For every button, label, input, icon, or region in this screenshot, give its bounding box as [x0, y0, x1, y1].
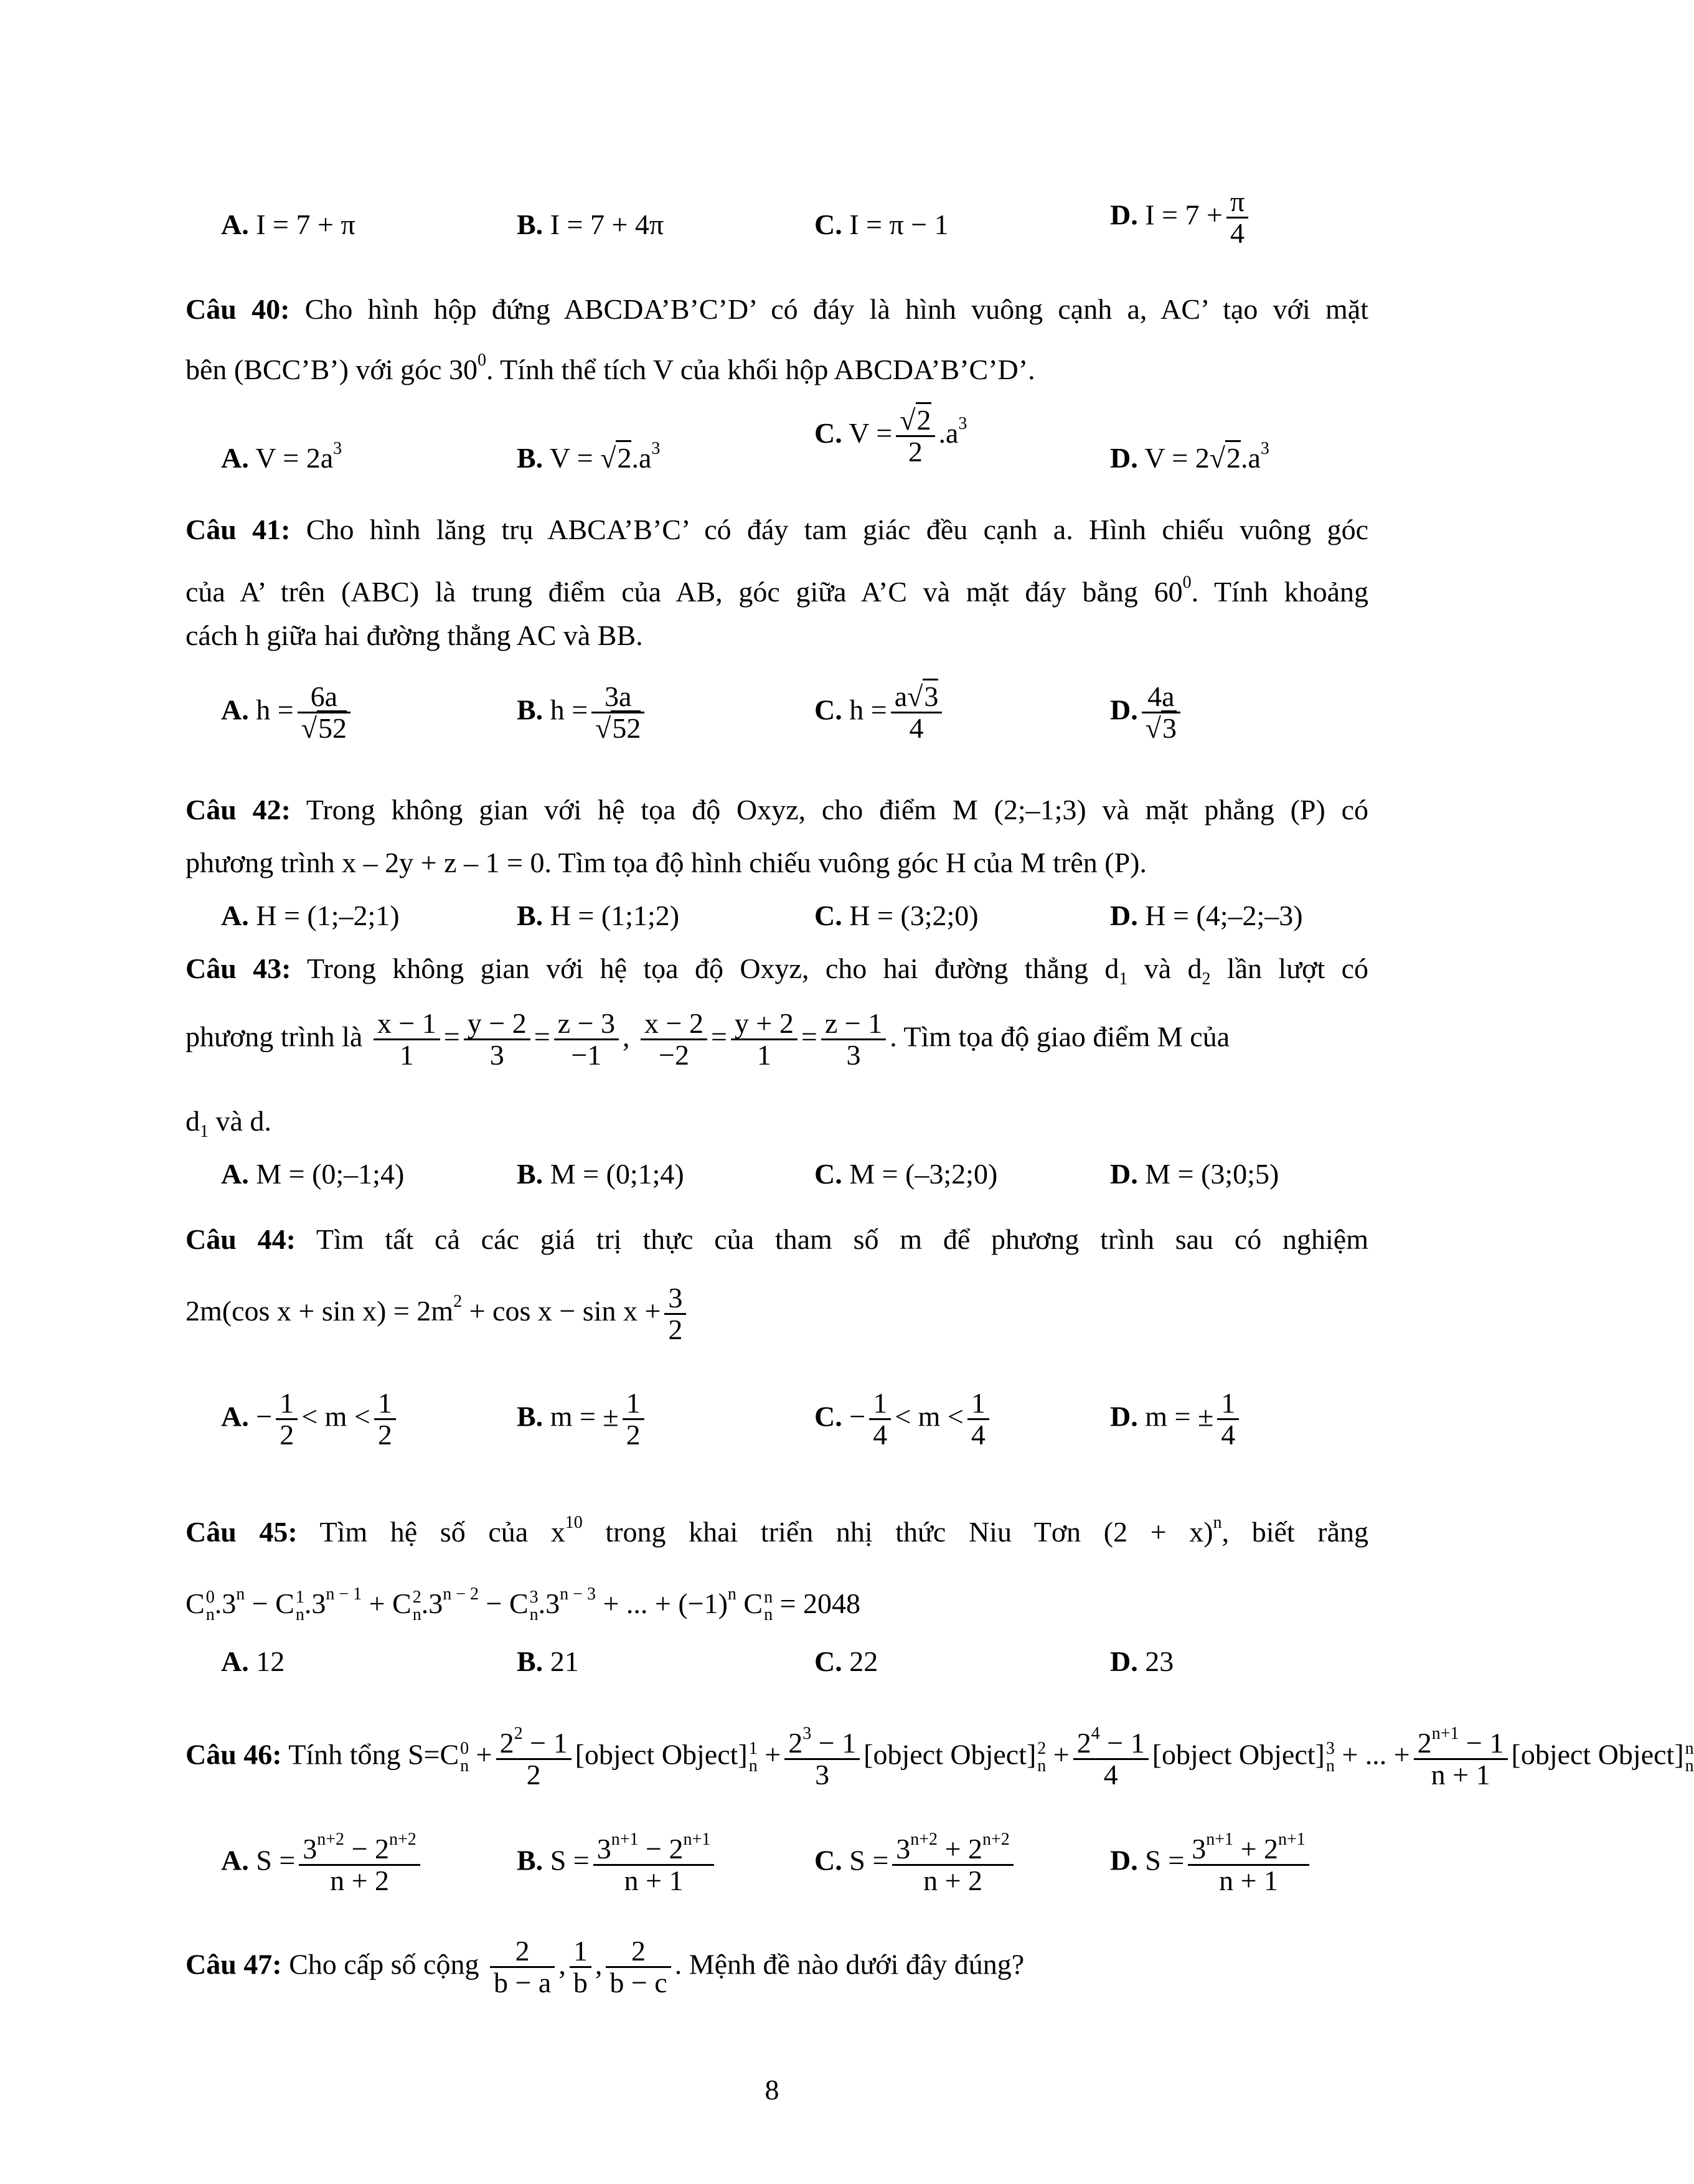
q39-option-b: B. I = 7 + 4π	[517, 209, 664, 240]
q40-option-d: D. $V = 2√2.a^3$	[1110, 439, 1269, 474]
q43-option-b: B. M = (0;1;4)	[517, 1158, 684, 1190]
q42-stem-line2: phương trình x – 2y + z – 1 = 0. Tìm tọa độ hình chiếu vuông góc H của M trên (P).	[186, 847, 1147, 878]
q41-option-b: B. h = $\frac{3a}{√52}$	[517, 682, 648, 744]
q40-option-c: C. V = $\frac{√2}{2}$ $.a^3$	[814, 405, 967, 467]
q45-option-c: C. 22	[814, 1645, 878, 1677]
q40-stem-line2: bên (BCC’B’) với góc $30^0$. Tính thể tích V của khối hộp ABCDA’B’C’D’.	[186, 351, 1035, 385]
q39-option-a: A. I = 7 + π	[221, 209, 355, 240]
q45-option-a: A. 12	[221, 1645, 285, 1677]
q46-option-b: B. S = $\frac{3^{n+1} - 2^{n+1}}{n + 1}$	[517, 1830, 718, 1896]
q40-option-b: B. $V = √2.a^3$	[517, 439, 661, 474]
q46-option-c: C. S = $\frac{3^{n+2} + 2^{n+2}}{n + 2}$	[814, 1830, 1017, 1896]
q43-option-c: C. M = (–3;2;0)	[814, 1158, 998, 1190]
q42-option-b: B. H = (1;1;2)	[517, 900, 680, 931]
q43-stem-line1: Câu 43: Trong không gian với hệ tọa độ Oxyz, cho hai đường thẳng $d_1$ và $d_2$ lần lượt có	[186, 953, 1369, 989]
q42-option-a: A. H = (1;–2;1)	[221, 900, 400, 931]
q46-stem: Câu 46: Tính tổng S=C 0 n + $\frac{2^2 - 1}{2}$ [object Object] 1 n + $\frac{2^3 - 1}{3}$ [object Object] 2 n + $\frac{2^4 - 1}{4}$ [object Object] 3 n + ... + $\frac{2^{n+1} - 1}{n + 1}$ [object Object] n n	[186, 1724, 1694, 1791]
q47-stem: Câu 47: Cho cấp số cộng $\frac{2}{b - a}$ , $\frac{1}{b}$ , $\frac{2}{b - c}$ . Mệnh đề nào dưới đây đúng?	[186, 1935, 1025, 1999]
q40-stem-line1: Câu 40: Cho hình hộp đứng ABCDA’B’C’D’ có đáy là hình vuông cạnh a, AC’ tạo với mặt	[186, 293, 1369, 325]
q39-option-c: C. I = π − 1	[814, 209, 949, 240]
q43-option-d: D. M = (3;0;5)	[1110, 1158, 1279, 1190]
q45-option-b: B. 21	[517, 1645, 579, 1677]
q46-option-d: D. S = $\frac{3^{n+1} + 2^{n+1}}{n + 1}$	[1110, 1830, 1313, 1896]
q41-option-c: C. h = $\frac{a√3}{4}$	[814, 682, 946, 744]
q42-option-d: D. H = (4;–2;–3)	[1110, 900, 1303, 931]
q41-stem-line1: Câu 41: Cho hình lăng trụ ABCA’B’C’ có đáy tam giác đều cạnh a. Hình chiếu vuông góc	[186, 514, 1369, 545]
q43-stem-line2: phương trình là $\frac{x - 1}{1}$ = $\frac{y - 2}{3}$ = $\frac{z - 3}{-1}$ , $\frac{x - 2}{-2}$ = $\frac{y + 2}{1}$ = $\frac{z - 1}{3}$ . Tìm tọa độ giao điểm M của	[186, 1007, 1230, 1071]
q44-option-d: D. m = ± $\frac{1}{4}$	[1110, 1388, 1243, 1451]
q41-stem-line3: cách h giữa hai đường thẳng AC và BB.	[186, 619, 643, 651]
q45-option-d: D. 23	[1110, 1645, 1174, 1677]
q41-option-a: A. h = $\frac{6a}{√52}$	[221, 682, 354, 744]
q40-option-a: A. $V = 2a^3$	[221, 439, 342, 474]
q44-stem-line1: Câu 44: Tìm tất cả các giá trị thực của tham số m để phương trình sau có nghiệm	[186, 1223, 1369, 1255]
q42-option-c: C. H = (3;2;0)	[814, 900, 979, 931]
q41-option-d: D. $\frac{4a}{√3}$	[1110, 682, 1184, 744]
q44-equation: 2m(cos $x + \sin x) = 2m^2 + \cos x - \sin x$ + $\frac{3}{2}$	[186, 1283, 1368, 1345]
q43-stem-line3: $d_1$ và d.	[186, 1105, 271, 1141]
q44-option-c: C. − $\frac{1}{4}$ < m < $\frac{1}{4}$	[814, 1388, 993, 1451]
page-number: 8	[765, 2074, 779, 2106]
q43-option-a: A. M = (0;–1;4)	[221, 1158, 405, 1190]
q41-stem-line2: của A’ trên (ABC) là trung điểm của AB, góc giữa A’C và mặt đáy bằng $60^0$. Tính khoảng	[186, 573, 1368, 608]
q44-option-a: A. − $\frac{1}{2}$ < m < $\frac{1}{2}$	[221, 1388, 400, 1451]
q44-option-b: B. m = ± $\frac{1}{2}$	[517, 1388, 648, 1451]
q45-equation: C 0 n $.3^n - C$ 1 n $.3^{n - 1} + C$ 2 n $.3^{n - 2} - C$ 3 n $.3^{n - 3}$ + ... + $(-1)^n$ C n n = 2048	[186, 1584, 861, 1625]
q45-stem-line1: Câu 45: Tìm hệ số của $x^{10}$ trong khai triển nhị thức Niu Tơn $(2 + x)^n$, biết rằng	[186, 1513, 1369, 1548]
q39-option-d: D. I = 7 + $\frac{\pi}{4}$	[1110, 187, 1252, 249]
q46-option-a: A. S = $\frac{3^{n+2} - 2^{n+2}}{n + 2}$	[221, 1830, 424, 1896]
q42-stem-line1: Câu 42: Trong không gian với hệ tọa độ Oxyz, cho điểm M (2;–1;3) và mặt phẳng (P) có	[186, 794, 1369, 826]
